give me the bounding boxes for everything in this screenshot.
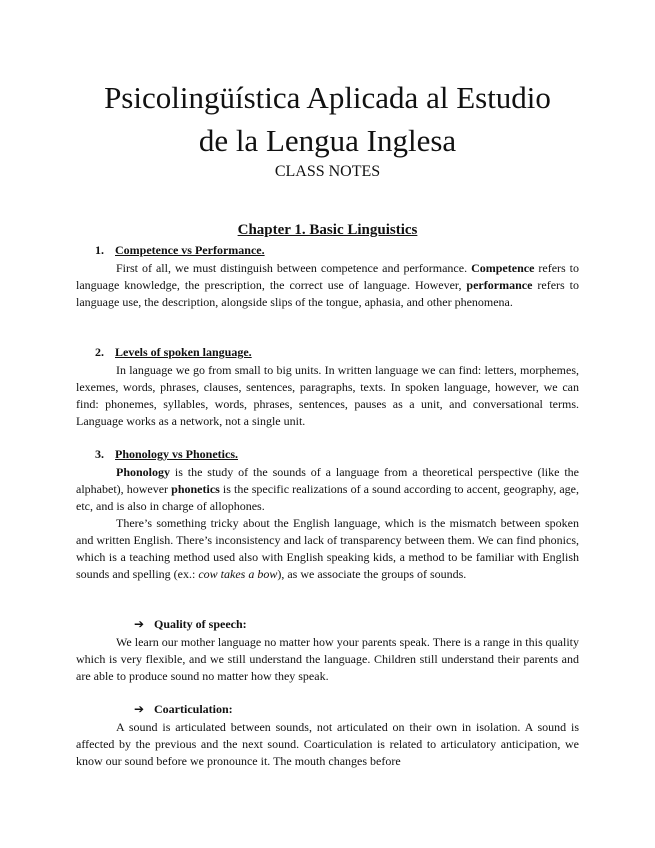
doc-subtitle: CLASS NOTES [274,163,381,180]
paragraph-levels: In language we go from small to big units. In written language we can find: letters, morphemes, lexemes, words, phrases, clauses, sentences, paragraphs, texts. In spoken language, however, we can find: phonemes, syllables, words, phrases, sentences, pauses as a unit, and conversational terms. Language works as a network, not a single unit. [76,363,579,428]
section-heading-label: Levels of spoken language. [115,345,252,359]
paragraph-phonology [76,464,579,515]
paragraph-phonics [76,515,579,583]
arrow-right-icon: ➔ [134,617,145,631]
section-number: 2. [95,345,104,359]
text-run: refers to language use, the description, alongside slips of the tongue, aphasia, and other phenomena. [76,278,579,309]
arrow-right-icon: ➔ [134,702,145,716]
term-performance: performance [466,278,533,292]
text-run: First of all, we must distinguish between competence and performance. [116,261,472,275]
subheading-label: Coarticulation: [154,702,233,716]
section-heading-phonology [95,447,238,462]
doc-title-line-2: de la Lengua Inglesa [198,123,457,158]
text-run: There’s something tricky about the English language, which is the mismatch between spoken and written English. There’s inconsistency and lack of transparency between them. We can find phonics, which is a teaching method used also with English speaking kids, a method to be familiar with English sounds and spelling (ex.: [76,516,579,581]
section-number: 1. [95,243,104,257]
chapter-heading: Chapter 1. Basic Linguistics [237,222,418,238]
text-run: is the study of the sounds of a language from a theoretical perspective (like the alphabet), however [76,465,579,496]
term-phonology: Phonology [116,465,171,479]
section-number: 3. [95,447,104,461]
paragraph-quality-of-speech: We learn our mother language no matter how your parents speak. There is a range in this quality which is very flexible, and we still understand the language. Children still understand their parents and are able to produce sound no matter how they speak. [76,635,579,683]
text-run: ), as we associate the groups of sounds. [277,567,467,581]
term-competence: Competence [471,261,535,275]
subheading-coarticulation [134,702,233,717]
subheading-label: Quality of speech: [154,617,247,631]
paragraph-coarticulation: A sound is articulated between sounds, not articulated on their own in isolation. A sound is affected by the previous and the next sound. Coarticulation is related to articulatory anticipation, we know our sound before we pronounce it. The mouth changes before [76,720,579,768]
text-run: is the specific realizations of a sound according to accent, geography, age, etc, and is also in charge of allophones. [76,482,579,513]
section-heading-label: Phonology vs Phonetics. [115,447,239,461]
section-heading-competence [95,243,265,258]
subheading-quality-of-speech [134,617,247,632]
doc-title-line-1: Psicolingüística Aplicada al Estudio [104,80,551,115]
section-heading-label: Competence vs Performance. [115,243,265,257]
term-phonetics: phonetics [171,482,220,496]
paragraph-competence [76,260,579,311]
example-phrase: cow takes a bow [198,567,278,581]
section-heading-levels [95,345,252,360]
text-run: refers to language knowledge, the prescription, the correct use of language. However, [76,261,580,292]
